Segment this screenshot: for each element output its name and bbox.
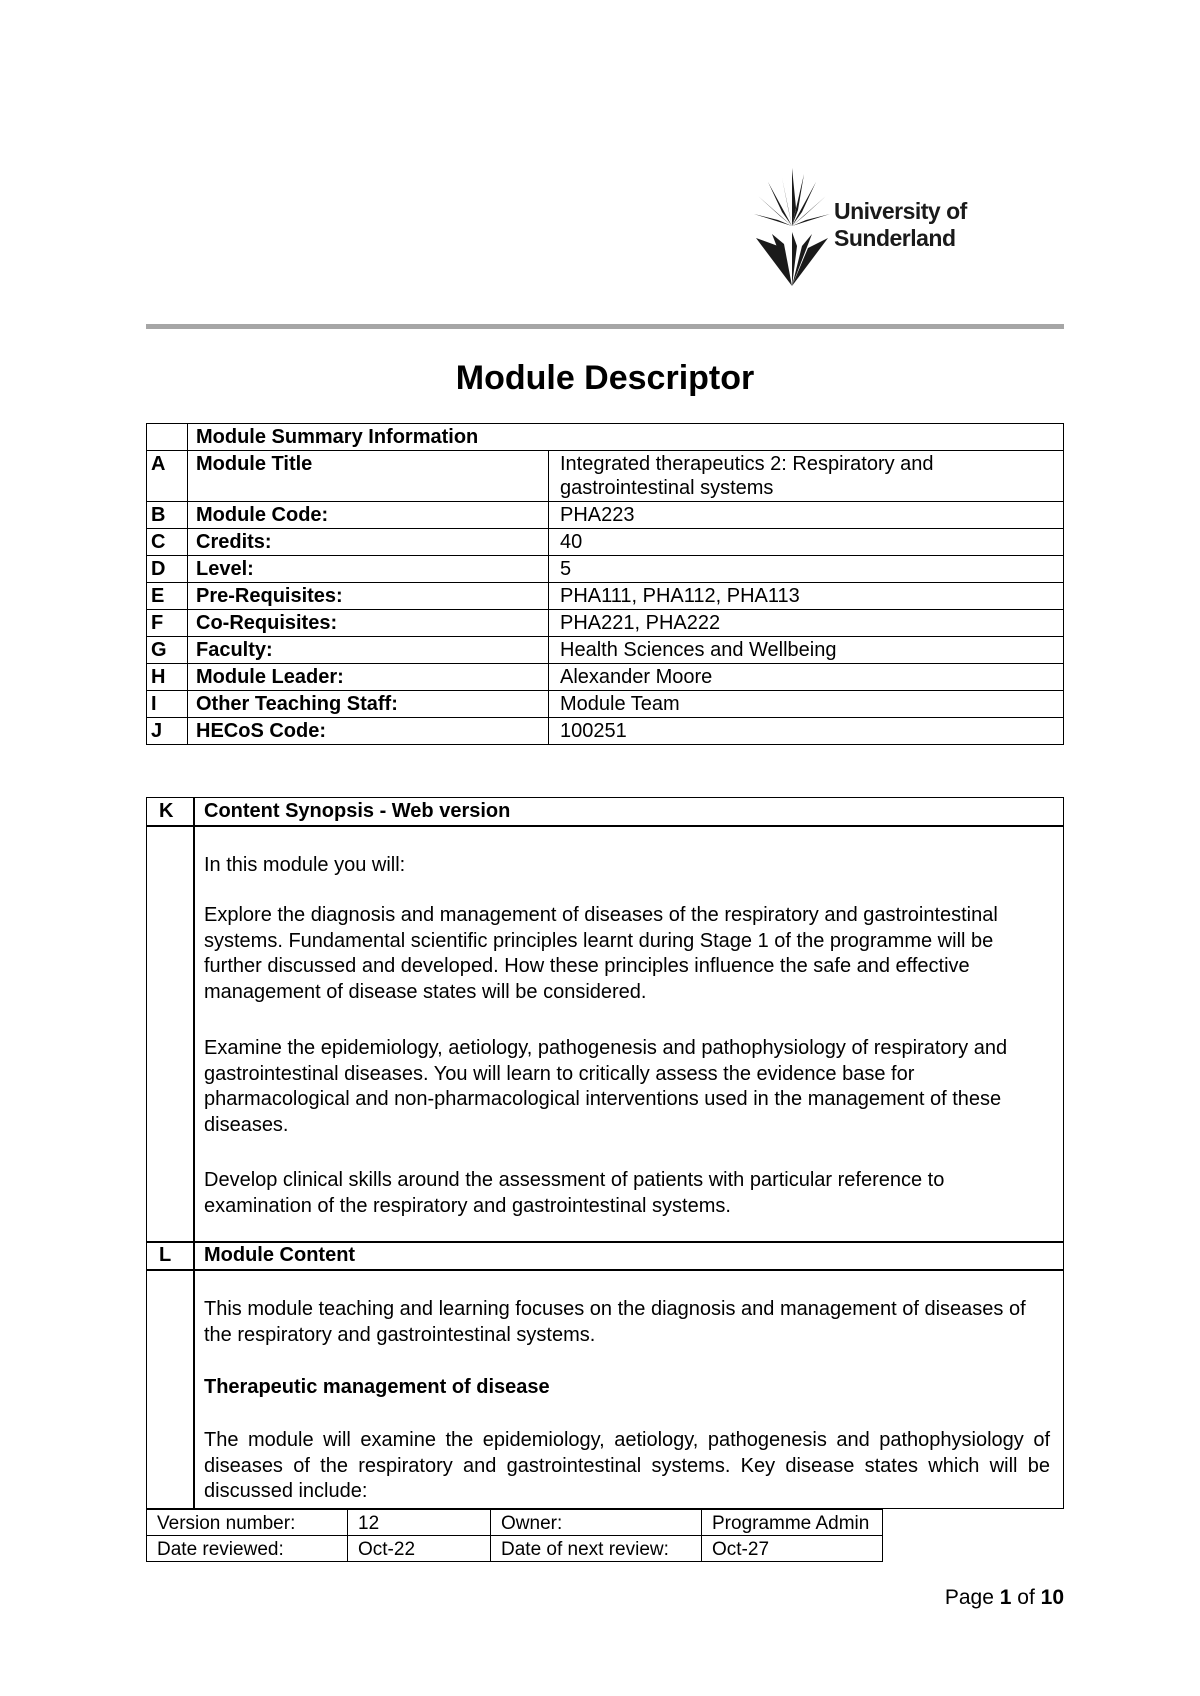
- section-k-heading: Content Synopsis - Web version: [204, 800, 511, 822]
- synopsis-paragraph-3: Develop clinical skills around the assessment of patients with particular reference to examination of the respiratory and gastrointestinal systems.: [204, 1169, 945, 1217]
- row-label: Faculty:: [188, 637, 549, 664]
- page-number: [945, 1586, 1064, 1610]
- table-row: [147, 1536, 883, 1562]
- table-row: [147, 664, 1064, 691]
- row-label: Other Teaching Staff:: [188, 691, 549, 718]
- row-value: PHA221, PHA222: [549, 610, 1064, 637]
- row-value: Module Team: [549, 691, 1064, 718]
- table-row: [147, 502, 1064, 529]
- row-value: Health Sciences and Wellbeing: [549, 637, 1064, 664]
- row-letter: C: [147, 529, 188, 556]
- table-row: [147, 718, 1064, 745]
- table-row: [147, 451, 1064, 502]
- section-l-heading: Module Content: [204, 1244, 356, 1266]
- table-row: [147, 424, 1064, 451]
- next-review-label: Date of next review:: [491, 1536, 702, 1562]
- row-value: PHA111, PHA112, PHA113: [549, 583, 1064, 610]
- row-letter: E: [147, 583, 188, 610]
- row-label: Level:: [188, 556, 549, 583]
- document-title: Module Descriptor: [455, 359, 755, 397]
- row-value: 100251: [549, 718, 1064, 745]
- row-letter: D: [147, 556, 188, 583]
- column-divider: [193, 798, 195, 1508]
- page-prefix: Page: [944, 1586, 994, 1609]
- row-label: HECoS Code:: [188, 718, 549, 745]
- row-value: Integrated therapeutics 2: Respiratory and gastrointestinal systems: [549, 451, 1064, 502]
- version-label: Version number:: [147, 1510, 348, 1536]
- sunburst-emblem-icon: [752, 168, 832, 286]
- page-current: 1: [999, 1586, 1012, 1609]
- synopsis-intro: In this module you will:: [204, 854, 406, 876]
- table-row: [147, 610, 1064, 637]
- row-label: Co-Requisites:: [188, 610, 549, 637]
- row-value: 5: [549, 556, 1064, 583]
- page-total: 10: [1040, 1586, 1064, 1609]
- row-value: Alexander Moore: [549, 664, 1064, 691]
- header-divider: [146, 324, 1064, 329]
- version-control-table: [146, 1509, 883, 1562]
- content-paragraph-1: This module teaching and learning focuses on the diagnosis and management of diseases of the respiratory and gastrointestinal systems.: [204, 1298, 1026, 1346]
- owner-value: Programme Admin: [702, 1510, 883, 1536]
- content-paragraph-2: The module will examine the epidemiology, aetiology, pathogenesis and pathophysiology of diseases of the respiratory and gastrointestinal systems. Key disease states which will be discussed include:: [204, 1429, 1050, 1502]
- row-letter: [147, 424, 188, 451]
- synopsis-paragraph-1: Explore the diagnosis and management of diseases of the respiratory and gastrointestinal systems. Fundamental scientific principles learnt during Stage 1 of the programme will be further discussed and developed. How these principles influence the safe and effective management of disease states will be considered.: [204, 904, 998, 1003]
- row-label: Pre-Requisites:: [188, 583, 549, 610]
- row-letter: I: [147, 691, 188, 718]
- reviewed-label: Date reviewed:: [147, 1536, 348, 1562]
- row-value: 40: [549, 529, 1064, 556]
- row-label: Module Leader:: [188, 664, 549, 691]
- row-label: Module Code:: [188, 502, 549, 529]
- university-logo: [752, 168, 1002, 286]
- row-divider: [147, 1241, 1063, 1243]
- row-label: Credits:: [188, 529, 549, 556]
- content-sections-table: [146, 797, 1064, 1509]
- synopsis-paragraph-2: Examine the epidemiology, aetiology, pathogenesis and pathophysiology of respiratory and gastrointestinal diseases. You will learn to critically assess the evidence base for pharmacological and non-pharmacological interventions used in the management of these diseases.: [204, 1037, 1008, 1136]
- table-row: [147, 637, 1064, 664]
- row-letter: B: [147, 502, 188, 529]
- summary-header: Module Summary Information: [188, 424, 1064, 451]
- content-subheading: Therapeutic management of disease: [204, 1376, 550, 1398]
- row-letter: F: [147, 610, 188, 637]
- row-letter: G: [147, 637, 188, 664]
- table-row: [147, 583, 1064, 610]
- row-value: PHA223: [549, 502, 1064, 529]
- table-row: [147, 1510, 883, 1536]
- section-k-letter: K: [159, 800, 174, 822]
- table-row: [147, 529, 1064, 556]
- row-letter: J: [147, 718, 188, 745]
- page-of: of: [1017, 1586, 1035, 1609]
- logo-line-2: Sunderland: [834, 225, 956, 251]
- module-summary-table: [146, 423, 1064, 745]
- row-letter: H: [147, 664, 188, 691]
- reviewed-value: Oct-22: [348, 1536, 491, 1562]
- row-letter: A: [147, 451, 188, 502]
- logo-line-1: University of: [834, 198, 967, 224]
- version-value: 12: [348, 1510, 491, 1536]
- row-divider: [147, 825, 1063, 827]
- owner-label: Owner:: [491, 1510, 702, 1536]
- row-label: Module Title: [188, 451, 549, 502]
- next-review-value: Oct-27: [702, 1536, 883, 1562]
- table-row: [147, 556, 1064, 583]
- section-l-letter: L: [159, 1244, 172, 1266]
- table-row: [147, 691, 1064, 718]
- row-divider: [147, 1269, 1063, 1271]
